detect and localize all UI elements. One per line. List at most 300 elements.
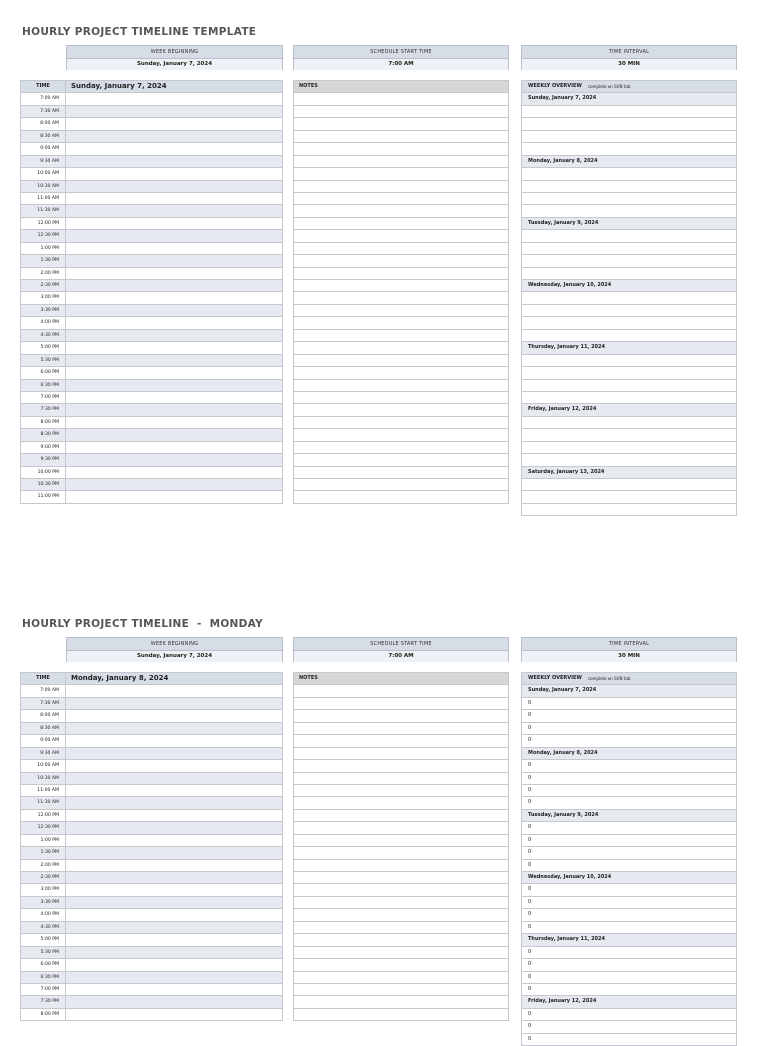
overview-item-row[interactable]: 0 [521,959,737,971]
time-slot-label: 7:30 AM [20,698,66,709]
overview-item-row[interactable]: 0 [521,897,737,909]
time-slot-label: 4:30 PM [20,330,66,341]
overview-item-row[interactable] [521,118,737,130]
overview-day-row: Sunday, January 7, 2024 [521,93,737,105]
schedule-cell[interactable] [66,255,283,266]
schedule-cell[interactable] [66,181,283,192]
notes-cell[interactable] [293,429,509,441]
schedule-cell[interactable] [66,909,283,920]
overview-item-row[interactable] [521,317,737,329]
schedule-cell[interactable] [66,860,283,871]
schedule-cell[interactable] [66,835,283,846]
table-row [20,93,283,105]
overview-item-row[interactable] [521,131,737,143]
schedule-cell[interactable] [66,847,283,858]
table-row [20,723,283,735]
overview-item-row[interactable] [521,243,737,255]
schedule-cell[interactable] [66,822,283,833]
schedule-cell[interactable] [66,230,283,241]
schedule-cell[interactable] [66,106,283,117]
table-row [20,467,283,479]
table-row [20,947,283,959]
overview-day-row: Monday, January 8, 2024 [521,156,737,168]
overview-item-row[interactable] [521,255,737,267]
weekly-overview [521,672,737,1046]
time-slot-label: 11:00 PM [20,491,66,502]
time-slot-label: 3:30 PM [20,305,66,316]
schedule-cell[interactable] [66,685,283,696]
overview-item-row[interactable] [521,181,737,193]
notes-cell[interactable] [293,118,509,130]
notes-cell[interactable] [293,959,509,971]
time-slot-label: 8:00 PM [20,1009,66,1020]
time-slot-label: 9:30 AM [20,156,66,167]
table-row [20,131,283,143]
schedule-cell[interactable] [66,996,283,1007]
schedule-cell[interactable] [66,1009,283,1020]
notes-cell[interactable] [293,243,509,255]
notes-cell[interactable] [293,922,509,934]
table-row [20,698,283,710]
overview-item-row[interactable]: 0 [521,884,737,896]
table-row [20,118,283,130]
time-slot-label: 1:00 PM [20,835,66,846]
time-slot-label: 12:00 PM [20,218,66,229]
schedule-start-value[interactable]: 7:00 AM [294,651,508,662]
overview-item-row[interactable] [521,168,737,180]
notes-cell[interactable] [293,181,509,193]
notes-cell[interactable] [293,773,509,785]
time-slot-label: 8:30 AM [20,723,66,734]
schedule-cell[interactable] [66,467,283,478]
overview-item-row[interactable]: 0 [521,835,737,847]
schedule-grid [20,80,283,504]
table-row [20,330,283,342]
schedule-cell[interactable] [66,392,283,403]
notes-header: NOTES [293,673,509,685]
schedule-cell[interactable] [66,773,283,784]
time-slot-label: 12:00 PM [20,810,66,821]
time-slot-label: 5:00 PM [20,342,66,353]
schedule-cell[interactable] [66,984,283,995]
time-slot-label: 7:00 PM [20,984,66,995]
time-slot-label: 2:00 PM [20,268,66,279]
overview-item-row[interactable] [521,491,737,503]
notes-cell[interactable] [293,847,509,859]
overview-day-row: Thursday, January 11, 2024 [521,934,737,946]
overview-day-row: Thursday, January 11, 2024 [521,342,737,354]
overview-header-note: complete on SUN tab [587,676,631,681]
notes-cell[interactable] [293,255,509,267]
schedule-cell[interactable] [66,491,283,502]
week-beginning-label: WEEK BEGINNING [67,638,282,651]
overview-header-label: WEEKLY OVERVIEW [528,675,582,681]
time-interval-box [521,637,737,662]
schedule-cell[interactable] [66,168,283,179]
notes-cell[interactable] [293,748,509,760]
week-beginning-value[interactable]: Sunday, January 7, 2024 [67,59,282,70]
overview-item-row[interactable]: 0 [521,909,737,921]
table-row [20,972,283,984]
notes-cell[interactable] [293,735,509,747]
table-row [20,959,283,971]
table-row [20,292,283,304]
overview-item-row[interactable]: 0 [521,773,737,785]
notes-cell[interactable] [293,442,509,454]
notes-cell[interactable] [293,835,509,847]
notes-cell[interactable] [293,947,509,959]
schedule-cell[interactable] [66,118,283,129]
time-slot-label: 6:00 PM [20,959,66,970]
table-row [20,442,283,454]
table-row [20,317,283,329]
notes-cell[interactable] [293,218,509,230]
notes-cell[interactable] [293,355,509,367]
notes-cell[interactable] [293,131,509,143]
time-slot-label: 4:30 PM [20,922,66,933]
time-slot-label: 10:30 AM [20,181,66,192]
schedule-cell[interactable] [66,305,283,316]
notes-cell[interactable] [293,698,509,710]
notes-cell[interactable] [293,984,509,996]
weekly-overview [521,80,737,516]
overview-item-row[interactable] [521,392,737,404]
notes-cell[interactable] [293,822,509,834]
overview-item-row[interactable] [521,193,737,205]
overview-item-row[interactable]: 0 [521,1034,737,1046]
table-row [20,479,283,491]
page-title: HOURLY PROJECT TIMELINE TEMPLATE [22,26,257,38]
time-slot-label: 6:00 PM [20,367,66,378]
notes-cell[interactable] [293,685,509,697]
overview-item-row[interactable] [521,330,737,342]
time-header: TIME [20,81,66,92]
table-row [20,417,283,429]
time-slot-label: 4:00 PM [20,909,66,920]
schedule-cell[interactable] [66,292,283,303]
schedule-cell[interactable] [66,193,283,204]
notes-cell[interactable] [293,380,509,392]
notes-cell[interactable] [293,292,509,304]
time-slot-label: 3:00 PM [20,292,66,303]
overview-day-row: Sunday, January 7, 2024 [521,685,737,697]
notes-cell[interactable] [293,280,509,292]
week-beginning-label: WEEK BEGINNING [67,46,282,59]
overview-item-row[interactable] [521,143,737,155]
day-header: Monday, January 8, 2024 [66,673,283,684]
notes-cell[interactable] [293,342,509,354]
schedule-cell[interactable] [66,131,283,142]
table-row [20,785,283,797]
schedule-start-label: SCHEDULE START TIME [294,638,508,651]
table-row [20,810,283,822]
schedule-start-label: SCHEDULE START TIME [294,46,508,59]
schedule-cell[interactable] [66,934,283,945]
overview-item-row[interactable]: 0 [521,760,737,772]
table-row [20,268,283,280]
overview-day-row: Monday, January 8, 2024 [521,748,737,760]
table-row [20,367,283,379]
table-row [20,454,283,466]
schedule-cell[interactable] [66,330,283,341]
overview-item-row[interactable] [521,106,737,118]
overview-header [521,673,737,685]
table-row [20,934,283,946]
time-slot-label: 7:30 PM [20,996,66,1007]
schedule-start-box [293,45,509,70]
schedule-cell[interactable] [66,342,283,353]
table-row [20,181,283,193]
notes-cell[interactable] [293,93,509,105]
notes-cell[interactable] [293,760,509,772]
overview-day-row: Friday, January 12, 2024 [521,404,737,416]
overview-item-row[interactable]: 0 [521,1009,737,1021]
schedule-cell[interactable] [66,454,283,465]
time-slot-label: 7:00 PM [20,392,66,403]
time-slot-label: 7:00 AM [20,93,66,104]
notes-cell[interactable] [293,467,509,479]
time-slot-label: 1:00 PM [20,243,66,254]
schedule-cell[interactable] [66,884,283,895]
time-slot-label: 10:30 PM [20,479,66,490]
overview-item-row[interactable]: 0 [521,698,737,710]
time-slot-label: 7:30 AM [20,106,66,117]
table-row [20,872,283,884]
notes-cell[interactable] [293,797,509,809]
table-row [20,922,283,934]
time-slot-label: 3:00 PM [20,884,66,895]
time-slot-label: 9:00 AM [20,143,66,154]
notes-cell[interactable] [293,317,509,329]
notes-cell[interactable] [293,392,509,404]
schedule-start-value[interactable]: 7:00 AM [294,59,508,70]
notes-cell[interactable] [293,168,509,180]
week-beginning-value[interactable]: Sunday, January 7, 2024 [67,651,282,662]
notes-cell[interactable] [293,106,509,118]
notes-cell[interactable] [293,230,509,242]
overview-day-row: Wednesday, January 10, 2024 [521,872,737,884]
table-row [20,897,283,909]
time-slot-label: 2:00 PM [20,860,66,871]
table-row [20,355,283,367]
notes-cell[interactable] [293,268,509,280]
schedule-cell[interactable] [66,797,283,808]
notes-column [293,80,509,504]
time-slot-label: 10:00 AM [20,168,66,179]
notes-cell[interactable] [293,417,509,429]
table-row [20,1009,283,1021]
overview-day-row: Tuesday, January 9, 2024 [521,218,737,230]
time-slot-label: 3:30 PM [20,897,66,908]
notes-cell[interactable] [293,710,509,722]
notes-cell[interactable] [293,934,509,946]
time-slot-label: 9:00 AM [20,735,66,746]
time-slot-label: 8:00 AM [20,710,66,721]
schedule-cell[interactable] [66,205,283,216]
schedule-cell[interactable] [66,442,283,453]
overview-item-row[interactable] [521,380,737,392]
schedule-cell[interactable] [66,810,283,821]
table-row [20,280,283,292]
overview-item-row[interactable]: 0 [521,972,737,984]
notes-cell[interactable] [293,996,509,1008]
schedule-cell[interactable] [66,748,283,759]
notes-cell[interactable] [293,785,509,797]
table-row [20,847,283,859]
schedule-cell[interactable] [66,243,283,254]
schedule-cell[interactable] [66,317,283,328]
overview-item-row[interactable]: 0 [521,785,737,797]
notes-cell[interactable] [293,330,509,342]
table-row [20,773,283,785]
time-slot-label: 2:30 PM [20,280,66,291]
schedule-cell[interactable] [66,268,283,279]
timeline-section-template [0,0,768,520]
overview-item-row[interactable] [521,442,737,454]
overview-item-row[interactable] [521,292,737,304]
overview-day-row: Wednesday, January 10, 2024 [521,280,737,292]
table-row [20,984,283,996]
overview-item-row[interactable]: 0 [521,947,737,959]
notes-cell[interactable] [293,143,509,155]
overview-item-row[interactable] [521,454,737,466]
notes-cell[interactable] [293,205,509,217]
schedule-cell[interactable] [66,959,283,970]
schedule-cell[interactable] [66,698,283,709]
schedule-cell[interactable] [66,723,283,734]
time-interval-box [521,45,737,70]
time-slot-label: 10:30 AM [20,773,66,784]
schedule-cell[interactable] [66,355,283,366]
schedule-cell[interactable] [66,947,283,958]
notes-cell[interactable] [293,454,509,466]
overview-item-row[interactable]: 0 [521,847,737,859]
time-interval-label: TIME INTERVAL [522,638,736,651]
week-beginning-box [66,637,283,662]
time-interval-value[interactable]: 30 MIN [522,59,736,70]
overview-item-row[interactable] [521,205,737,217]
schedule-cell[interactable] [66,143,283,154]
overview-item-row[interactable] [521,417,737,429]
time-slot-label: 11:00 AM [20,785,66,796]
overview-item-row[interactable] [521,268,737,280]
overview-item-row[interactable]: 0 [521,984,737,996]
overview-item-row[interactable] [521,367,737,379]
schedule-cell[interactable] [66,417,283,428]
schedule-cell[interactable] [66,93,283,104]
schedule-cell[interactable] [66,280,283,291]
notes-cell[interactable] [293,193,509,205]
time-slot-label: 10:00 AM [20,760,66,771]
notes-cell[interactable] [293,860,509,872]
day-header: Sunday, January 7, 2024 [66,81,283,92]
schedule-cell[interactable] [66,785,283,796]
overview-header [521,81,737,93]
overview-item-row[interactable] [521,230,737,242]
overview-item-row[interactable] [521,305,737,317]
schedule-cell[interactable] [66,972,283,983]
time-slot-label: 9:30 PM [20,454,66,465]
notes-cell[interactable] [293,404,509,416]
notes-cell[interactable] [293,972,509,984]
overview-day-row: Friday, January 12, 2024 [521,996,737,1008]
table-row [20,996,283,1008]
time-slot-label: 6:30 PM [20,380,66,391]
notes-cell[interactable] [293,897,509,909]
overview-item-row[interactable]: 0 [521,710,737,722]
time-interval-value[interactable]: 30 MIN [522,651,736,662]
schedule-cell[interactable] [66,218,283,229]
overview-item-row[interactable]: 0 [521,723,737,735]
table-row [20,822,283,834]
time-slot-label: 8:00 AM [20,118,66,129]
time-slot-label: 8:30 PM [20,429,66,440]
overview-item-row[interactable]: 0 [521,735,737,747]
time-slot-label: 12:30 PM [20,822,66,833]
table-row [20,748,283,760]
overview-item-row[interactable]: 0 [521,822,737,834]
notes-cell[interactable] [293,909,509,921]
time-slot-label: 1:30 PM [20,255,66,266]
overview-item-row[interactable] [521,429,737,441]
notes-cell[interactable] [293,367,509,379]
notes-cell[interactable] [293,305,509,317]
table-row [20,156,283,168]
time-slot-label: 5:00 PM [20,934,66,945]
time-slot-label: 4:00 PM [20,317,66,328]
week-beginning-box [66,45,283,70]
overview-item-row[interactable] [521,479,737,491]
table-row [20,710,283,722]
schedule-cell[interactable] [66,735,283,746]
table-row [20,205,283,217]
overview-item-row[interactable] [521,504,737,516]
schedule-cell[interactable] [66,922,283,933]
time-header: TIME [20,673,66,684]
notes-cell[interactable] [293,479,509,491]
overview-item-row[interactable]: 0 [521,922,737,934]
overview-item-row[interactable]: 0 [521,1021,737,1033]
overview-item-row[interactable]: 0 [521,797,737,809]
notes-cell[interactable] [293,491,509,503]
table-row [20,860,283,872]
notes-cell[interactable] [293,872,509,884]
notes-cell[interactable] [293,156,509,168]
schedule-cell[interactable] [66,404,283,415]
time-slot-label: 1:30 PM [20,847,66,858]
notes-cell[interactable] [293,810,509,822]
schedule-cell[interactable] [66,429,283,440]
time-slot-label: 11:30 AM [20,797,66,808]
schedule-start-box [293,637,509,662]
notes-cell[interactable] [293,1009,509,1021]
schedule-cell[interactable] [66,710,283,721]
schedule-cell[interactable] [66,760,283,771]
overview-day-row: Tuesday, January 9, 2024 [521,810,737,822]
schedule-cell[interactable] [66,156,283,167]
schedule-cell[interactable] [66,380,283,391]
schedule-cell[interactable] [66,872,283,883]
notes-cell[interactable] [293,884,509,896]
time-interval-label: TIME INTERVAL [522,46,736,59]
overview-item-row[interactable]: 0 [521,860,737,872]
overview-item-row[interactable] [521,355,737,367]
schedule-cell[interactable] [66,479,283,490]
schedule-cell[interactable] [66,897,283,908]
schedule-cell[interactable] [66,367,283,378]
table-row [20,392,283,404]
notes-cell[interactable] [293,723,509,735]
